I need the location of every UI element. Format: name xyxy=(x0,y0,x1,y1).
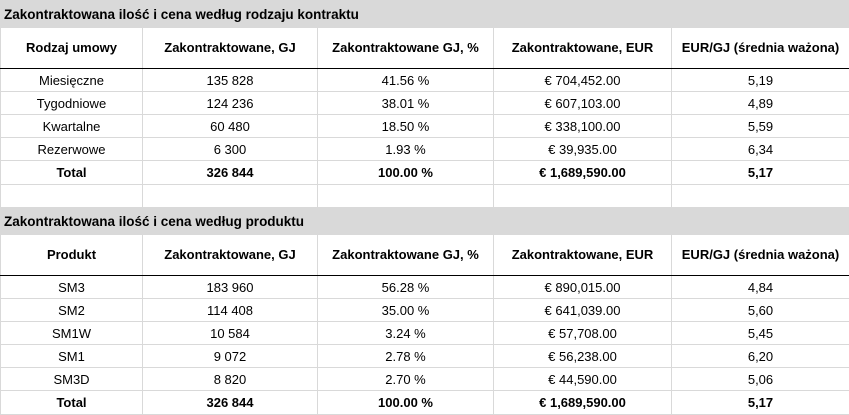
table-row xyxy=(1,299,849,322)
empty-cell xyxy=(1,185,143,208)
table-cell: SM3D xyxy=(1,368,143,391)
table-row xyxy=(1,345,849,368)
column-header: Rodzaj umowy xyxy=(1,28,143,69)
column-header: Zakontraktowane GJ, % xyxy=(318,235,494,276)
table-row xyxy=(1,138,849,161)
column-header: EUR/GJ (średnia ważona) xyxy=(672,235,849,276)
table-cell: 5,59 xyxy=(672,115,849,138)
table-cell: € 44,590.00 xyxy=(494,368,672,391)
table-cell: Rezerwowe xyxy=(1,138,143,161)
table-cell: 5,06 xyxy=(672,368,849,391)
table1-header-row xyxy=(1,28,849,69)
total-cell: 326 844 xyxy=(143,391,318,415)
total-cell: € 1,689,590.00 xyxy=(494,391,672,415)
table-cell: 3.24 % xyxy=(318,322,494,345)
column-header: Zakontraktowane, EUR xyxy=(494,235,672,276)
column-header: Produkt xyxy=(1,235,143,276)
table-cell: 8 820 xyxy=(143,368,318,391)
column-header: EUR/GJ (średnia ważona) xyxy=(672,28,849,69)
table-cell: SM3 xyxy=(1,276,143,299)
table-cell: 5,19 xyxy=(672,69,849,92)
table-cell: € 57,708.00 xyxy=(494,322,672,345)
table2-total-row xyxy=(1,391,849,415)
table-cell: 10 584 xyxy=(143,322,318,345)
empty-cell xyxy=(494,185,672,208)
table-cell: € 338,100.00 xyxy=(494,115,672,138)
table-cell: 4,84 xyxy=(672,276,849,299)
table-cell: 2.70 % xyxy=(318,368,494,391)
empty-cell xyxy=(672,185,849,208)
table-cell: 135 828 xyxy=(143,69,318,92)
table-cell: 60 480 xyxy=(143,115,318,138)
table-cell: 5,45 xyxy=(672,322,849,345)
table1-total-row xyxy=(1,161,849,185)
table-cell: 6,20 xyxy=(672,345,849,368)
table-cell: 114 408 xyxy=(143,299,318,322)
table-cell: 18.50 % xyxy=(318,115,494,138)
table-cell: SM1 xyxy=(1,345,143,368)
table-cell: 6,34 xyxy=(672,138,849,161)
table-cell: € 607,103.00 xyxy=(494,92,672,115)
table2-title: Zakontraktowana ilość i cena według produktu xyxy=(1,208,849,235)
table-cell: SM1W xyxy=(1,322,143,345)
table-cell: € 39,935.00 xyxy=(494,138,672,161)
table-cell: 41.56 % xyxy=(318,69,494,92)
spacer-row xyxy=(1,185,849,208)
table2-header-row xyxy=(1,235,849,276)
total-cell: 100.00 % xyxy=(318,161,494,185)
table-cell: 9 072 xyxy=(143,345,318,368)
table-cell: Kwartalne xyxy=(1,115,143,138)
total-cell: 326 844 xyxy=(143,161,318,185)
table-cell: 124 236 xyxy=(143,92,318,115)
table-row xyxy=(1,368,849,391)
table-row xyxy=(1,69,849,92)
column-header: Zakontraktowane, GJ xyxy=(143,28,318,69)
table-cell: 5,60 xyxy=(672,299,849,322)
table-row xyxy=(1,115,849,138)
table-cell: 35.00 % xyxy=(318,299,494,322)
table-row xyxy=(1,322,849,345)
total-cell: Total xyxy=(1,391,143,415)
total-cell: Total xyxy=(1,161,143,185)
total-cell: 5,17 xyxy=(672,161,849,185)
table2-title-row xyxy=(1,208,849,235)
table-cell: Miesięczne xyxy=(1,69,143,92)
table-cell: € 641,039.00 xyxy=(494,299,672,322)
table-row xyxy=(1,276,849,299)
table-cell: € 56,238.00 xyxy=(494,345,672,368)
column-header: Zakontraktowane, GJ xyxy=(143,235,318,276)
table-cell: Tygodniowe xyxy=(1,92,143,115)
table-cell: 1.93 % xyxy=(318,138,494,161)
table-cell: 6 300 xyxy=(143,138,318,161)
empty-cell xyxy=(143,185,318,208)
total-cell: € 1,689,590.00 xyxy=(494,161,672,185)
column-header: Zakontraktowane, EUR xyxy=(494,28,672,69)
table-cell: 38.01 % xyxy=(318,92,494,115)
total-cell: 5,17 xyxy=(672,391,849,415)
empty-cell xyxy=(318,185,494,208)
table-cell: € 704,452.00 xyxy=(494,69,672,92)
table-cell: € 890,015.00 xyxy=(494,276,672,299)
table1-title-row xyxy=(1,1,849,28)
table-cell: 4,89 xyxy=(672,92,849,115)
total-cell: 100.00 % xyxy=(318,391,494,415)
column-header: Zakontraktowane GJ, % xyxy=(318,28,494,69)
table1-title: Zakontraktowana ilość i cena według rodzaju kontraktu xyxy=(1,1,849,28)
table-row xyxy=(1,92,849,115)
table-cell: 56.28 % xyxy=(318,276,494,299)
table-cell: 2.78 % xyxy=(318,345,494,368)
table-cell: SM2 xyxy=(1,299,143,322)
table-cell: 183 960 xyxy=(143,276,318,299)
